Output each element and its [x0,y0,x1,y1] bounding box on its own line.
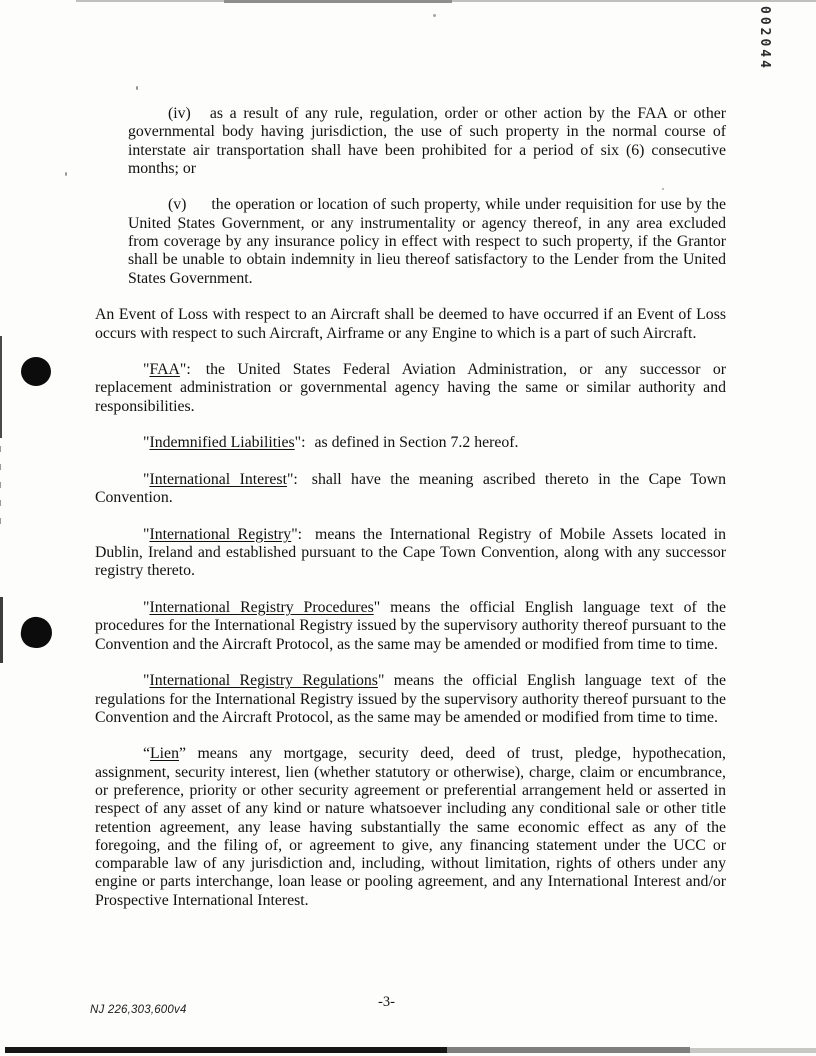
document-body [95,105,726,928]
paragraph [95,745,726,910]
text-run: as defined in Section 7.2 hereof. [314,434,519,452]
page-number: -3- [378,994,395,1010]
text-run: " means the official English language text of the procedures for the International Registry issued by the supervisory authority thereof pursuant to the Convention and the Aircraft Protocol, as the same may be amended or modified from time to time. [95,599,726,653]
text-run: An Event of Loss with respect to an Aircraft shall be deemed to have occurred if an Event of Loss occurs with respect to such Aircraft, Airframe or any Engine to which is a part of such Aircraft. [95,306,726,342]
text-run: the operation or location of such property, while under requisition for use by the United States Government, or any instrumentality or agency thereof, in any area excluded from coverage by any insurance policy in effect with respect to such property, if the Grantor shall be unable to obtain indemnity in lieu thereof satisfactory to the Lender from the United States Government. [128,196,726,287]
scan-artifact-bottom-bar [690,1048,816,1053]
text-run: " [143,470,150,488]
paragraph [95,672,726,727]
text-run: " [143,361,150,379]
text-run: shall have the meaning ascribed thereto in the Cape Town Convention. [95,470,726,507]
text-run: (iv) [168,105,191,122]
text-run: ” means any mortgage, security deed, deed of trust, pledge, hypothecation, assignment, security interest, lien (whether statutory or otherwise), charge, claim or encumbrance, or preference, priority or other security agreement or preferential arrangement held or asserted in respect of any asset of any kind or nature whatsoever including any conditional sale or other title retention agreement, any lease having substantially the same economic effect as any of the foregoing, and the filing of, or agreement to give, any financing statement under the UCC or comparable law of any jurisdiction and, including, without limitation, rights of others under any engine or parts interchange, loan lease or pooling agreement, and any International Interest and/or Prospective International Interest. [95,745,726,909]
hole-punch-mark [19,615,54,650]
defined-term: FAA [149,361,180,379]
text-run: ": [291,525,303,543]
scan-artifact-bottom-bar [447,1047,690,1053]
text-run: " [143,599,150,617]
text-run: the United States Federal Aviation Administration, or any successor or replacement administration or governmental agency having the same or similar authority and responsibilities. [95,361,726,415]
hole-punch-mark [21,357,51,386]
paragraph [95,526,726,581]
scan-artifact-left-edge [0,336,2,438]
defined-term: Indemnified Liabilities [149,434,295,452]
paragraph [95,361,726,416]
scan-artifact-top-line-dark [224,0,452,3]
paragraph [128,105,726,178]
text-run: ": [179,361,191,379]
defined-term: International Interest [149,470,287,488]
paragraph [128,196,726,287]
text-run: " [143,434,150,452]
paragraph [95,471,726,508]
defined-term: International Registry Regulations [149,672,378,690]
text-run: " means the official English language text of the regulations for the International Registry issued by the supervisory authority thereof pursuant to the Convention and the Aircraft Protocol, as the same may be amended or modified from time to time. [95,672,726,726]
text-run: ": [286,470,298,488]
text-run: " [143,672,150,690]
text-run: ": [294,434,306,452]
defined-term: International Registry [149,525,292,543]
document-id: NJ 226,303,600v4 [90,1004,187,1016]
defined-term: International Registry Procedures [149,599,374,617]
paragraph [95,434,726,452]
text-run: " [143,525,150,543]
scan-artifact-left-dashes [0,446,1,530]
scan-speck [136,86,138,90]
text-run: (v) [168,196,187,214]
text-run: as a result of any rule, regulation, order or other action by the FAA or other governmental body having jurisdiction, the use of such property in the normal course of interstate air transportation shall have been prohibited for a period of six (6) consecutive months; or [128,105,726,177]
scan-artifact-bottom-bar [5,1047,447,1053]
scan-speck [433,14,436,17]
scan-speck [65,172,67,176]
text-run: “ [143,745,151,763]
bates-stamp-number: 002044 [757,6,772,71]
text-run: means the International Registry of Mobile Assets located in Dublin, Ireland and established pursuant to the Cape Town Convention, along with any successor registry thereto. [95,525,726,580]
defined-term: Lien [150,745,179,763]
paragraph [95,306,726,343]
scan-artifact-left-edge [0,597,3,663]
paragraph [95,599,726,654]
